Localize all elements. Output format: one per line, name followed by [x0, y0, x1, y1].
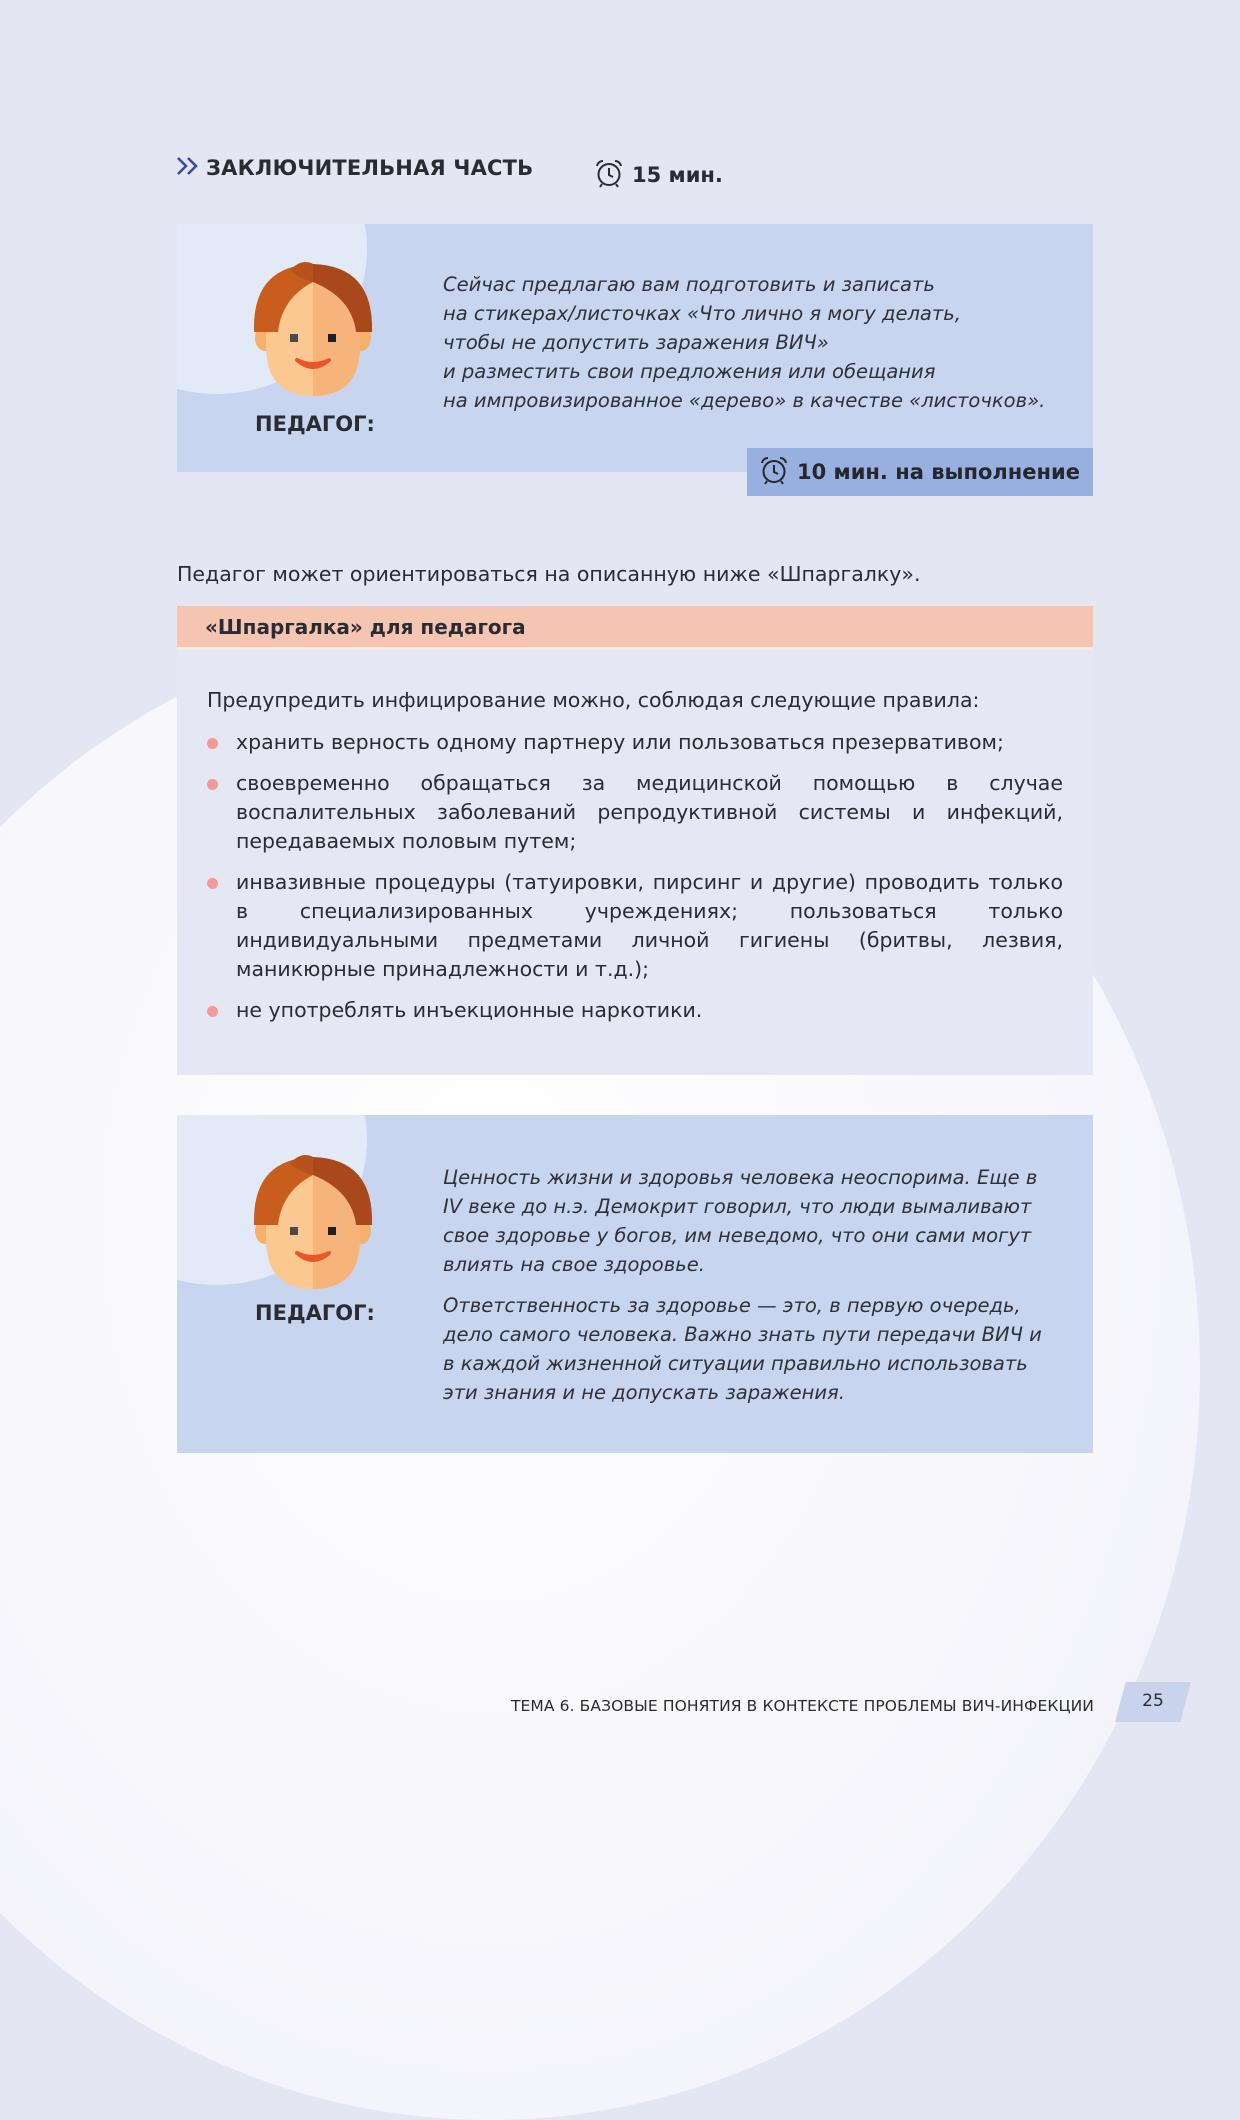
speech-line: чтобы не допустить заражения ВИЧ» [443, 331, 829, 354]
bullet-dot-icon [207, 738, 218, 749]
teacher-avatar-icon [252, 262, 374, 396]
speech-line: на стикерах/листочках «Что лично я могу делать, [443, 302, 961, 325]
speech-paragraph: Ответственность за здоровье — это, в первую очередь, дело самого человека. Важно знать пути передачи ВИЧ и в каждой жизненной ситуации правильно использовать эти знания и не допускать заражения. [443, 1294, 1042, 1404]
bullet-dot-icon [207, 878, 218, 889]
teacher-block-1 [177, 224, 1093, 472]
alarm-clock-icon [594, 158, 624, 192]
cheat-sheet-lead: Предупредить инфицирование можно, соблюдая следующие правила: [207, 688, 980, 712]
rules-list [207, 728, 1063, 1037]
section-duration-text: 15 мин. [632, 163, 723, 187]
speech-line: и разместить свои предложения или обещания [443, 360, 936, 383]
teacher-role-label: ПЕДАГОГ: [255, 412, 375, 436]
alarm-clock-icon [747, 455, 789, 489]
speech-paragraph: Ценность жизни и здоровья человека неоспорима. Еще в IV веке до н.э. Демокрит говорил, что люди вымаливают свое здоровье у богов, им неведомо, что они сами могут влиять на свое здоровье. [443, 1166, 1038, 1276]
rule-text: инвазивные процедуры (татуировки, пирсинг и другие) проводить только в специализированных учреждениях; пользоваться только индивидуальными предметами личной гигиены (бритвы, лезвия, маникюрные принадлежности и т.д.); [236, 870, 1063, 981]
cheat-sheet-body [177, 650, 1093, 1075]
cheat-sheet-header [177, 606, 1093, 650]
section-title: ЗАКЛЮЧИТЕЛЬНАЯ ЧАСТЬ [206, 156, 534, 180]
list-item [207, 728, 1063, 757]
teacher-role-label: ПЕДАГОГ: [255, 1301, 375, 1325]
execution-time-text: 10 мин. на выполнение [797, 460, 1081, 484]
execution-time-badge [747, 448, 1093, 496]
footer-topic: ТЕМА 6. БАЗОВЫЕ ПОНЯТИЯ В КОНТЕКСТЕ ПРОБЛЕМЫ ВИЧ-ИНФЕКЦИИ [510, 1697, 1094, 1715]
cheat-sheet-title: «Шпаргалка» для педагога [205, 614, 526, 639]
rule-text: не употреблять инъекционные наркотики. [236, 998, 703, 1022]
intro-text: Педагог может ориентироваться на описанную ниже «Шпаргалку». [177, 562, 921, 586]
double-chevron-right-icon [176, 156, 200, 180]
list-item [207, 769, 1063, 856]
section-duration [594, 158, 723, 192]
rule-text: хранить верность одному партнеру или пользоваться презервативом; [236, 730, 1004, 754]
speech-line: на импровизированное «дерево» в качестве «листочков». [443, 389, 1046, 412]
list-item [207, 868, 1063, 984]
section-header [176, 156, 533, 180]
teacher-avatar-icon [252, 1155, 374, 1289]
teacher-speech [443, 1163, 1048, 1419]
page-number: 25 [1142, 1691, 1164, 1711]
page-footer [0, 1682, 1240, 1722]
rule-text: своевременно обращаться за медицинской помощью в случае воспалительных заболеваний репродуктивной системы и инфекций, передаваемых половым путем; [236, 771, 1063, 853]
bullet-dot-icon [207, 1006, 218, 1017]
teacher-block-2 [177, 1115, 1093, 1453]
speech-line: Сейчас предлагаю вам подготовить и записать [443, 273, 935, 296]
bullet-dot-icon [207, 779, 218, 790]
teacher-speech [443, 270, 1053, 415]
list-item [207, 996, 1063, 1025]
